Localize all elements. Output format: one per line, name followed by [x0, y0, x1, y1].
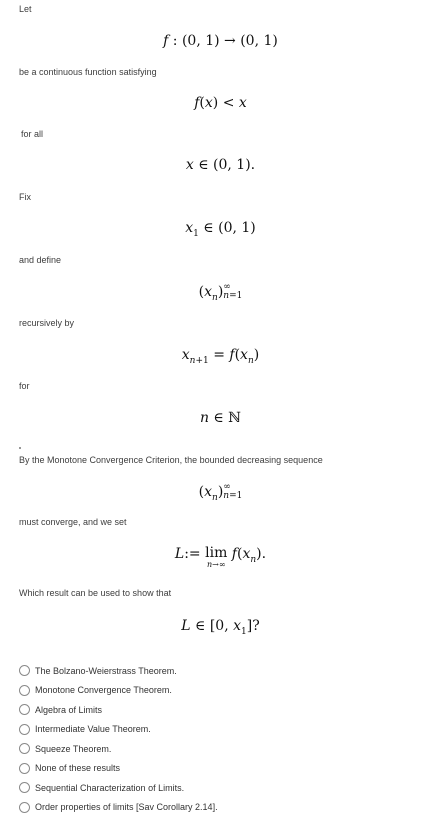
question-text-converge: must converge, and we set	[19, 517, 127, 527]
option-label: None of these results	[35, 763, 121, 774]
radio-button[interactable]	[19, 743, 30, 754]
question-text-continuous: be a continuous function satisfying	[19, 67, 157, 77]
question-text-let: Let	[19, 4, 32, 14]
question-text-for: for	[19, 381, 30, 391]
math-sequence: $(x_n)\infty$ n=1	[198, 282, 243, 303]
math-function-map: f : (0, 1) → (0, 1)	[163, 33, 278, 49]
math-x1: $x_1$ ∈ (0, 1)	[185, 220, 256, 239]
math-natural: n ∈ ℕ	[199, 410, 242, 426]
option-monotone-convergence[interactable]	[19, 681, 218, 701]
option-algebra-of-limits[interactable]	[19, 700, 218, 720]
math-recursion: $x_{n+1} = f(x_n)$	[181, 347, 260, 366]
radio-button[interactable]	[19, 802, 30, 813]
question-text-recursively: recursively by	[19, 318, 75, 328]
option-order-properties[interactable]	[19, 798, 218, 818]
question-text-for-all: for all	[21, 129, 44, 139]
question-text-which: Which result can be used to show that	[19, 588, 172, 598]
radio-button[interactable]	[19, 724, 30, 735]
option-none[interactable]	[19, 759, 218, 779]
option-squeeze[interactable]	[19, 739, 218, 759]
math-limit-def: L:= lim n→∞ $f(x_n)$.	[174, 545, 267, 569]
option-bolzano-weierstrass[interactable]	[19, 661, 218, 681]
math-domain: x ∈ (0, 1).	[185, 157, 256, 173]
option-label: Order properties of limits [Sav Corollary 2.14].	[35, 802, 218, 813]
radio-button[interactable]	[19, 685, 30, 696]
radio-button[interactable]	[19, 704, 30, 715]
option-label: The Bolzano-Weierstrass Theorem.	[35, 665, 177, 676]
option-label: Algebra of Limits	[35, 704, 103, 715]
math-sequence-2: $(x_n)\infty$ n=1	[198, 482, 243, 503]
option-label: Squeeze Theorem.	[35, 743, 112, 754]
radio-button[interactable]	[19, 763, 30, 774]
stray-dot	[19, 447, 21, 449]
option-label: Sequential Characterization of Limits.	[35, 782, 185, 793]
radio-button[interactable]	[19, 782, 30, 793]
option-sequential-characterization[interactable]	[19, 778, 218, 798]
math-target: L ∈ [0, $x_1$]?	[181, 618, 260, 637]
option-label: Monotone Convergence Theorem.	[35, 685, 172, 696]
answer-options	[19, 661, 218, 817]
question-text-define: and define	[19, 255, 62, 265]
math-inequality: f(x) < x	[194, 95, 247, 111]
radio-button[interactable]	[19, 665, 30, 676]
question-text-fix: Fix	[19, 192, 31, 202]
option-label: Intermediate Value Theorem.	[35, 724, 151, 735]
question-text-monotone: By the Monotone Convergence Criterion, the bounded decreasing sequence	[19, 455, 323, 465]
option-intermediate-value[interactable]	[19, 720, 218, 740]
